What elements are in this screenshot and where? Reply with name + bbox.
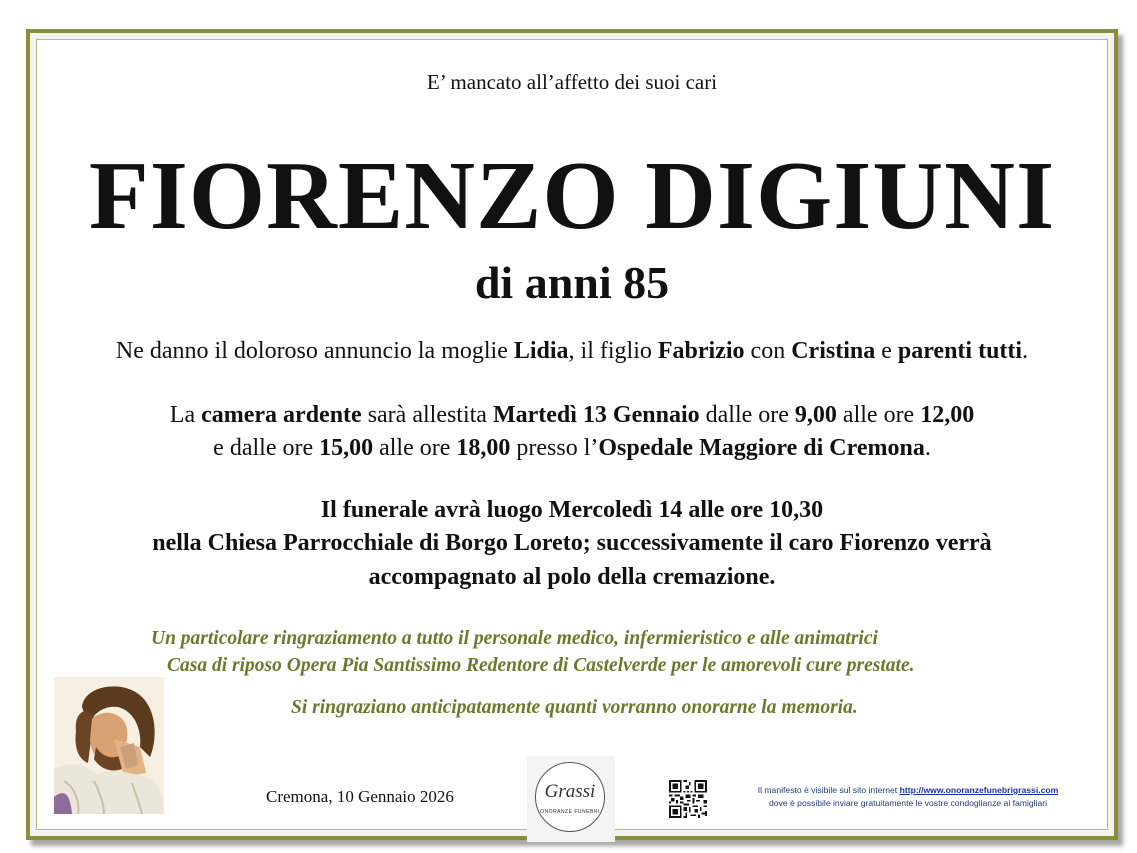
website-line (731, 784, 1085, 797)
wake-line-1 (37, 402, 1107, 429)
wake-date: Martedì 13 Gennaio (492, 402, 700, 428)
wake-time: 15,00 (319, 435, 374, 461)
announcement-text: con (744, 338, 792, 364)
wake-text: sarà allestita (361, 402, 493, 428)
deceased-name: FIORENZO DIGIUNI (88, 142, 1056, 250)
funeral-line-2: nella Chiesa Parrocchiale di Borgo Loreto; successivamente il caro Fiorenzo verrà (152, 530, 992, 556)
notice-content (36, 39, 1108, 830)
thanks-line-2: Casa di riposo Opera Pia Santissimo Redentore di Castelverde per le amorevoli cure prestate. (167, 655, 915, 676)
announcement-text: . (1022, 338, 1029, 364)
announcement-paragraph (37, 338, 1107, 365)
wake-time: 18,00 (456, 435, 511, 461)
notice-frame (26, 29, 1118, 840)
logo-subtitle: ONORANZE FUNEBRI (540, 809, 600, 815)
wake-text: La (169, 402, 202, 428)
wake-text: alle ore (836, 402, 921, 428)
wake-highlight: camera ardente (201, 402, 362, 428)
announcement-text: e (875, 338, 898, 364)
son-name: Fabrizio (657, 338, 745, 364)
thanks-line-1: Un particolare ringraziamento a tutto il personale medico, infermieristico e alle animatrici (151, 628, 878, 649)
partner-name: Cristina (791, 338, 876, 364)
funeral-line-1: Il funerale avrà luogo Mercoledì 14 alle ore 10,30 (320, 497, 824, 523)
website-info (731, 784, 1085, 810)
website-link[interactable]: http://www.onoranzefunebrigrassi.com (899, 785, 1059, 795)
wake-text: dalle ore (699, 402, 795, 428)
praying-jesus-image (54, 677, 164, 814)
logo-circle (535, 762, 605, 832)
wake-time: 9,00 (794, 402, 837, 428)
wake-line-2 (37, 435, 1107, 462)
wake-text: alle ore (373, 435, 457, 461)
wake-text: presso l’ (510, 435, 599, 461)
condolences-line: dove è possibile inviare gratuitamente le vostre condoglianze ai famigliari (768, 798, 1048, 808)
wake-text: e dalle ore (213, 435, 320, 461)
intro-text: E’ mancato all’affetto dei suoi cari (426, 70, 718, 94)
funeral-home-logo (527, 756, 615, 842)
thanks-line-3: Si ringraziano anticipatamente quanti vorranno onorarne la memoria. (291, 697, 858, 718)
wake-text: . (924, 435, 931, 461)
wake-time: 12,00 (920, 402, 975, 428)
wake-location: Ospedale Maggiore di Cremona (598, 435, 925, 461)
deceased-age: di anni 85 (474, 257, 670, 308)
place-date: Cremona, 10 Gennaio 2026 (266, 787, 454, 806)
relatives-text: parenti tutti (897, 338, 1023, 364)
wife-name: Lidia (513, 338, 569, 364)
announcement-text: , il figlio (568, 338, 658, 364)
website-text: Il manifesto è visibile sul sito internet (757, 785, 900, 795)
qr-code-icon[interactable] (669, 780, 707, 818)
funeral-line-3: accompagnato al polo della cremazione. (368, 564, 776, 590)
announcement-text: Ne danno il doloroso annuncio la moglie (115, 338, 514, 364)
logo-name: Grassi (544, 781, 596, 802)
